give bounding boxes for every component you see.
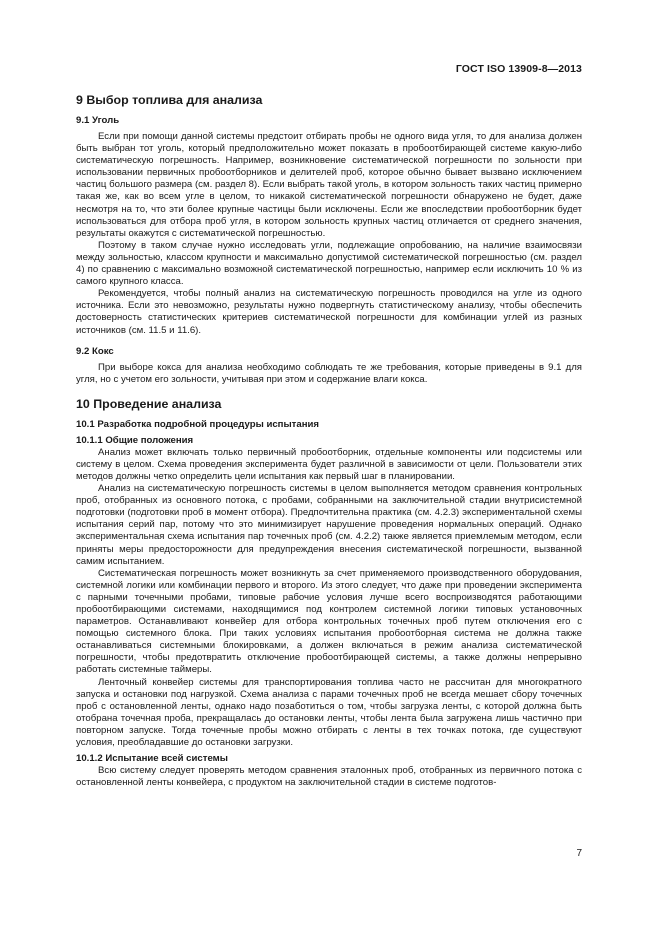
document-code: ГОСТ ISO 13909-8—2013 [455,63,582,75]
paragraph: Рекомендуется, чтобы полный анализ на систематическую погрешность проводился на угле из одного источника. Если это невозможно, результаты нужно подвергнуть статистическому анализу, чтобы обеспечить достоверность статистических критериев систематической погрешности для комбинации углей из разных источников (см. 11.5 и 11.6). [76,288,582,336]
page-number: 7 [576,848,582,859]
section-9-2-heading: 9.2 Кокс [76,345,114,357]
page-content [76,89,582,789]
paragraph: Анализ может включать только первичный пробоотборник, отдельные компоненты или подсистемы или систему в целом. Схема проведения эксперимента будет различной в зависимости от цели. Пользователи этих методов должны четко определить цели испытания как первый шаг в планировании. [76,446,582,482]
paragraph: Поэтому в таком случае нужно исследовать угли, подлежащие опробованию, на наличие взаимосвязи между зольностью, классом крупности и максимально допустимой систематической погрешностью (см. раздел 4) по сравнению с максимально возможной систематической погрешностью, например если исключить 10 % из самого крупного класса. [76,239,582,288]
section-9-1-heading: 9.1 Уголь [76,115,120,126]
paragraph: Ленточный конвейер системы для транспортирования топлива часто не рассчитан для многократного запуска и остановки под нагрузкой. Схема анализа с парами точечных проб не всегда мешает сбору точечных проб с остановленной ленты, однако надо позаботиться о том, чтобы загрузка ленты, с которой должна быть отобрана точечная проба, прекращалась до остановки ленты, чтобы лента была загружена лишь частично при повторном запуске. Тогда точечные пробы можно отбирать с ленты в тех точках потока, где существуют условия, преобладавшие до остановки загрузки. [76,676,582,749]
paragraph: Всю систему следует проверять методом сравнения эталонных проб, отобранных из первичного потока с остановленной ленты конвейера, с продуктом на заключительной стадии в системе подготов- [76,765,582,789]
section-10-heading: 10 Проведение анализа [76,396,222,411]
paragraph: При выборе кокса для анализа необходимо соблюдать те же требования, которые приведены в 9.1 для угля, но с учетом его зольности, учитывая при этом и содержание влаги кокса. [76,361,582,385]
paragraph: Анализ на систематическую погрешность системы в целом выполняется методом сравнения контрольных проб, отобранных из основного потока, с пробами, собранными на заключительной стадии внутрисистемной подготовки (подготовки проб в момент отбора). Предпочтительна практика (см. 4.2.3) экспериментальной схемы испытания серий пар, потому что это минимизирует нарушение проведения нормальных операций. Однако экспериментальная схема испытания пар точечных проб (см. 4.2.2) также является приемлемым методом, если приняты меры предосторожности для предупреждения внесения систематической погрешности, вызванной самим испытанием. [76,483,582,567]
section-9-heading: 9 Выбор топлива для анализа [76,93,263,107]
section-10-1-1-heading: 10.1.1 Общие положения [76,434,194,446]
paragraph: Если при помощи данной системы предстоит отбирать пробы не одного вида угля, то для анализа должен быть выбран тот уголь, который предположительно может показать в пробоотбирающей системе какую-либо систематическую погрешность. Например, возникновение систематической погрешности по зольности при использовании первичных пробоотборников и делителей проб, которое обычно бывает вызвано исключением частиц большого размера (см. раздел 8). Если выбрать такой уголь, в котором зольность таких частиц примерно такая же, как во всем угле в целом, то никакой систематической погрешности обнаружено не будет, даже несмотря на то, что эти более крупные частицы были исключены. Если же впоследствии пробоотборник будет использоваться для отбора проб угля, в котором зольность крупных частиц отличается от среднего значения, результаты окажутся с систематической погрешностью. [76,131,582,239]
paragraph: Систематическая погрешность может возникнуть за счет применяемого производственного оборудования, системной логики или комбинации первого и второго. Из этого следует, что даже при проведении эксперимента с парными точечными пробами, типовые рабочие условия лучше всего воспроизводятся работающими пробоотбирающими системами, находящимися под контролем системной логики типовых установочных параметров. Останавливают конвейер для отбора контрольных точечных проб путем отключения его с помощью системного блока. При таких условиях испытания пробоотборная система не должна также останавливаться системными блокировками, а должен включаться в режим анализа систематической погрешности, чтобы предотвратить отключение пробоотбирающей системы, а также должны непрерывно работать системные таймеры. [76,567,582,676]
section-10-1-heading: 10.1 Разработка подробной процедуры испытания [76,418,319,430]
section-10-1-2-heading: 10.1.2 Испытание всей системы [76,753,228,765]
